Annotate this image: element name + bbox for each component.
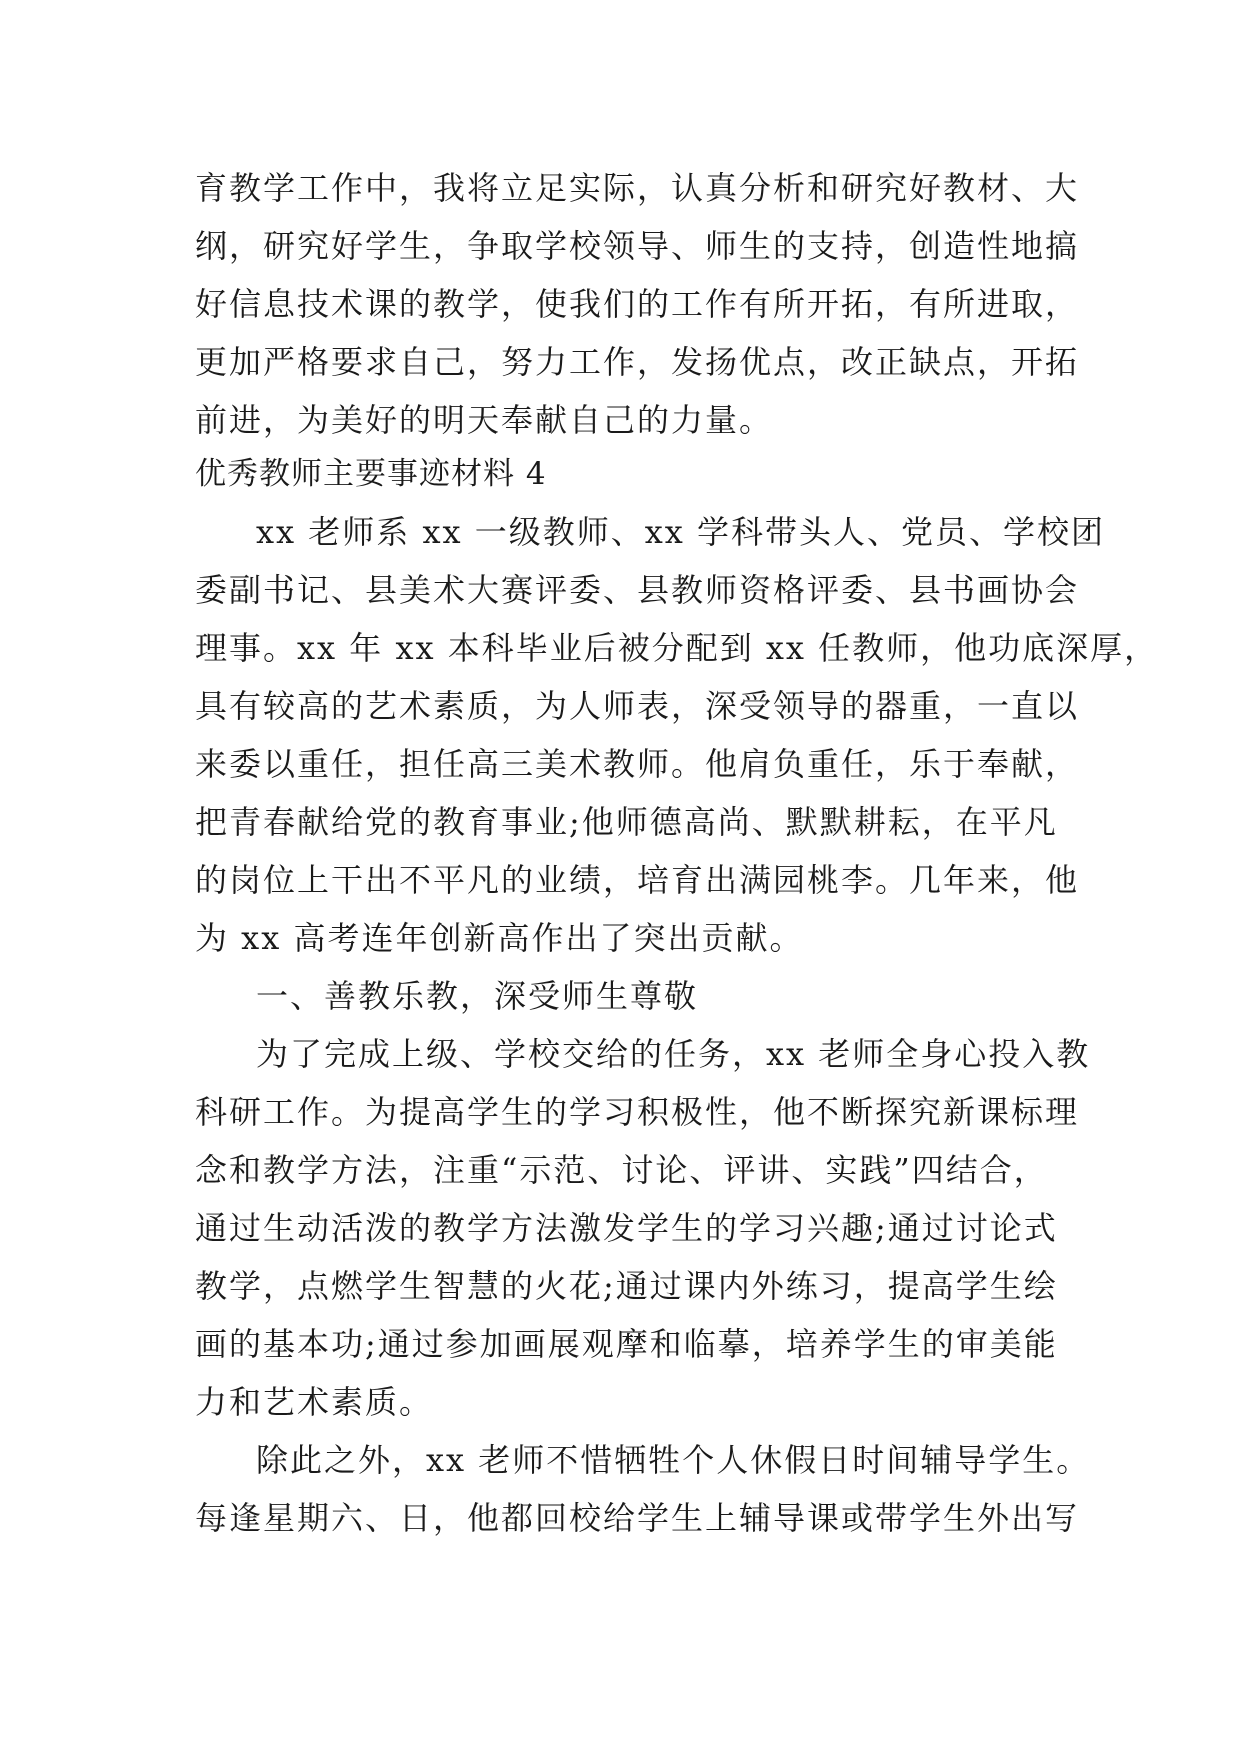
paragraph-line: 每逢星期六、日，他都回校给学生上辅导课或带学生外出写 xyxy=(195,1499,1080,1537)
paragraph-line: 育教学工作中，我将立足实际，认真分析和研究好教材、大 xyxy=(195,169,1080,207)
paragraph-line: 纲，研究好学生，争取学校领导、师生的支持，创造性地搞 xyxy=(195,227,1080,265)
paragraph-line: 为 xx 高考连年创新高作出了突出贡献。 xyxy=(195,919,804,957)
paragraph-line: 委副书记、县美术大赛评委、县教师资格评委、县书画协会 xyxy=(195,571,1080,609)
paragraph-line: 前进，为美好的明天奉献自己的力量。 xyxy=(195,401,774,439)
paragraph-line: 力和艺术素质。 xyxy=(195,1383,434,1421)
paragraph-line: 好信息技术课的教学，使我们的工作有所开拓，有所进取， xyxy=(195,285,1080,323)
paragraph-line: 教学，点燃学生智慧的火花;通过课内外练习，提高学生绘 xyxy=(195,1267,1058,1305)
paragraph-line: 更加严格要求自己，努力工作，发扬优点，改正缺点，开拓 xyxy=(195,343,1080,381)
paragraph-line: 的岗位上干出不平凡的业绩，培育出满园桃李。几年来，他 xyxy=(195,861,1080,899)
paragraph-line: 念和教学方法，注重“示范、讨论、评讲、实践”四结合， xyxy=(195,1151,1048,1189)
paragraph-line: xx 老师系 xx 一级教师、xx 学科带头人、党员、学校团 xyxy=(256,513,1105,551)
paragraph-line: 具有较高的艺术素质，为人师表，深受领导的器重，一直以 xyxy=(195,687,1080,725)
paragraph-line: 科研工作。为提高学生的学习积极性，他不断探究新课标理 xyxy=(195,1093,1080,1131)
paragraph-line: 除此之外，xx 老师不惜牺牲个人休假日时间辅导学生。 xyxy=(256,1441,1091,1479)
paragraph-line: 画的基本功;通过参加画展观摩和临摹，培养学生的审美能 xyxy=(195,1325,1058,1363)
subsection-heading: 一、善教乐教，深受师生尊敬 xyxy=(256,977,699,1015)
section-title: 优秀教师主要事迹材料 4 xyxy=(195,456,547,492)
paragraph-line: 来委以重任，担任高三美术教师。他肩负重任，乐于奉献， xyxy=(195,745,1080,783)
paragraph-line: 把青春献给党的教育事业;他师德高尚、默默耕耘，在平凡 xyxy=(195,803,1058,841)
paragraph-line: 通过生动活泼的教学方法激发学生的学习兴趣;通过讨论式 xyxy=(195,1209,1058,1247)
paragraph-line: 为了完成上级、学校交给的任务，xx 老师全身心投入教 xyxy=(256,1035,1091,1073)
paragraph-line: 理事。xx 年 xx 本科毕业后被分配到 xx 任教师，他功底深厚， xyxy=(195,629,1159,667)
